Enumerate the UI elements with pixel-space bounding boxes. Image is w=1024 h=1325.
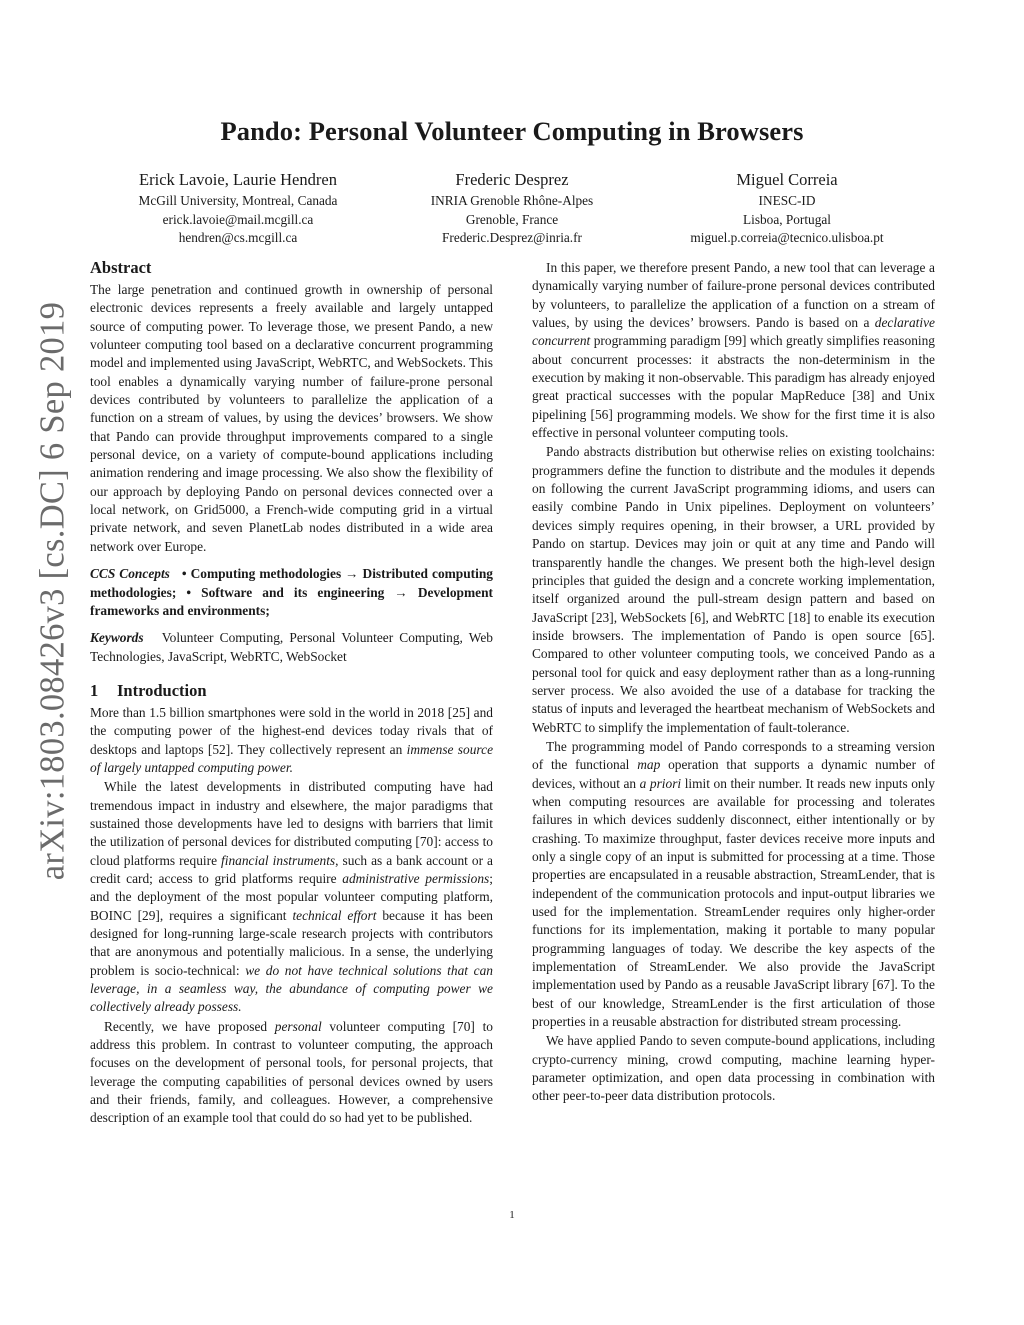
ccs-item: • Software and its engineering → Development frameworks and environments; — [90, 584, 493, 618]
author-block-3 — [637, 170, 937, 248]
section-title: Introduction — [117, 680, 207, 700]
body-paragraph-2: Pando abstracts distribution but otherwise relies on existing toolchains: programmers define the function to distribute and the modules it depends on following the current JavaScript programming idioms, and users can easily combine Pando in Unix pipelines. Deployment on volunteers’ devices simply requires opening, in their browser, a URL provided by Pando on startup. Devices may join or quit at any time and Pando will transparently handle the changes. We present both the high-level design principles that guided the design and a concrete working implementation, itself organized around the pull-stream design pattern and based on JavaScript [23], WebSockets [6], and WebRTC [18] to enable its execution inside browsers. The implementation of Pando is open source [65]. Compared to other volunteer computing tools, we conceived Pando as a personal tool for quick and easy deployment rather than as a long-running server process. We also avoided the use of a database for tracking the status of inputs and leveraged the heartbeat mechanism of WebSockets and WebRTC to simplify the implementation of fault-tolerance. — [532, 444, 935, 735]
author-affiliation: INESC-ID — [758, 193, 816, 208]
author-block-1 — [88, 170, 388, 248]
section-heading-introduction — [90, 681, 493, 701]
ccs-concepts — [90, 565, 493, 620]
keywords-label: Keywords — [90, 630, 144, 646]
author-affiliation: INRIA Grenoble Rhône-Alpes — [430, 193, 594, 208]
author-location: Grenoble, France — [465, 211, 559, 227]
abstract-heading: Abstract — [90, 258, 152, 277]
author-location: Lisboa, Portugal — [743, 211, 831, 227]
intro-paragraph-1: More than 1.5 billion smartphones were sold in the world in 2018 [25] and the computing power of the highest-end devices today rivals that of desktops and laptops [52]. They collectively represent an immense source of largely untapped computing power. — [90, 704, 494, 775]
body-paragraph-1: In this paper, we therefore present Pando, a new tool that can leverage a dynamically varying number of failure-prone personal devices contributed by volunteers, to parallelize the application of a function on a stream of values, by using the devices’ browsers. Pando is based on a declarative concurrent programming paradigm [99] which greatly simplifies reasoning about concurrent processes: it abstracts the non-determinism in the execution by making it non-observable. This paradigm has already enjoyed great practical successes with the popular MapReduce [38] and Unix pipelining [56] programming models. We show for the first time it is also effective in personal volunteer computing tools. — [532, 260, 935, 441]
author-affiliation: McGill University, Montreal, Canada — [138, 193, 338, 208]
body-paragraph-4: We have applied Pando to seven compute-bound applications, including crypto-currency mining, crowd computing, machine learning hyper-parameter optimization, and open data processing in combination with other peer-to-peer data distribution protocols. — [532, 1033, 935, 1104]
left-column — [90, 258, 493, 1128]
body-paragraph-3: The programming model of Pando corresponds to a streaming version of the functional map operation that supports a dynamic number of devices, without an a priori limit on their number. It reads new inputs only when computing resources are available for processing and tolerates failures in which devices suddenly disconnect, either intentionally or by crashing. To maximize throughput, faster devices receive more inputs and only a single copy of an input is submitted for processing at a time. Those properties are encapsulated in a reusable abstraction, StreamLender, that is independent of the communication protocols and input-output libraries we used for the implementation. StreamLender requires only higher-order functions for its implementation, making it portable to many popular programming languages of today. We describe the key aspects of the implementation of StreamLender. We also provide the JavaScript implementation used by Pando as a reusable JavaScript library [67]. To the best of our knowledge, StreamLender is the first articulation of those properties in a reusable abstraction for distributed stream processing. — [532, 738, 935, 1030]
keywords — [90, 629, 493, 666]
author-name: Frederic Desprez — [455, 170, 569, 189]
author-email: hendren@cs.mcgill.ca — [178, 230, 298, 245]
author-email: miguel.p.correia@tecnico.ulisboa.pt — [690, 230, 884, 245]
arxiv-identifier-text: arXiv:1803.08426v3 [cs.DC] 6 Sep 2019 — [33, 301, 72, 881]
author-email: Frederic.Desprez@inria.fr — [442, 230, 582, 245]
ccs-item: • Computing methodologies → Distributed computing methodologies; — [90, 566, 494, 600]
intro-paragraph-2: While the latest developments in distributed computing have had tremendous impact in industry and elsewhere, the major paradigms that sustained those developments have led to designs with barriers that limit the utilization of personal devices for distributed computing [70]: access to cloud platforms require financial instruments, such as a bank account or a credit card; access to grid platforms require administrative permissions; and the deployment of the most popular volunteer computing platform, BOINC [29], requires a significant technical effort because it has been designed for long-running large-scale research projects with contributors that are anonymous and potentially malicious. In a sense, the underlying problem is socio-technical: we do not have technical solutions that can leverage, in a seamless way, the abundance of computing power we collectively already possess. — [90, 779, 493, 1015]
paper-title: Pando: Personal Volunteer Computing in Browsers — [220, 116, 804, 146]
right-column — [532, 259, 935, 1106]
abstract-text: The large penetration and continued growth in ownership of personal electronic devices represents a freely available and largely untapped source of computing power. To leverage those, we present Pando, a new volunteer computing tool based on a declarative concurrent programming model and implemented using JavaScript, WebRTC, and WebSockets. This tool enables a dynamically varying number of failure-prone personal devices contributed by volunteers to parallelize the application of a function on a stream of values, by using the devices’ browsers. We show that Pando can provide throughput improvements compared to a single personal device, on a variety of compute-bound applications including animation rendering and image processing. We also show the flexibility of our approach by deploying Pando on personal devices connected over a local network, on Grid5000, a French-wide computing grid in a virtual private network, and seven PlanetLab nodes distributed in a wide area network over Europe. — [90, 282, 493, 554]
ccs-label: CCS Concepts — [90, 566, 170, 582]
keywords-text: Volunteer Computing, Personal Volunteer Computing, Web Technologies, JavaScript, WebRTC, WebSocket — [90, 630, 493, 664]
intro-paragraph-3: Recently, we have proposed personal volunteer computing [70] to address this problem. In contrast to volunteer computing, the approach focuses on the development of personal tools, for personal projects, that leverage the computing capabilities of personal devices owned by users and their friends, family, and colleagues. However, a comprehensive description of an example tool that could do so had yet to be published. — [90, 1018, 493, 1126]
author-name: Miguel Correia — [736, 170, 838, 189]
page-number: 1 — [509, 1209, 515, 1221]
author-block-2 — [362, 170, 662, 248]
section-number: 1 — [90, 680, 99, 700]
author-name: Erick Lavoie, Laurie Hendren — [139, 170, 337, 189]
author-email: erick.lavoie@mail.mcgill.ca — [162, 211, 314, 227]
